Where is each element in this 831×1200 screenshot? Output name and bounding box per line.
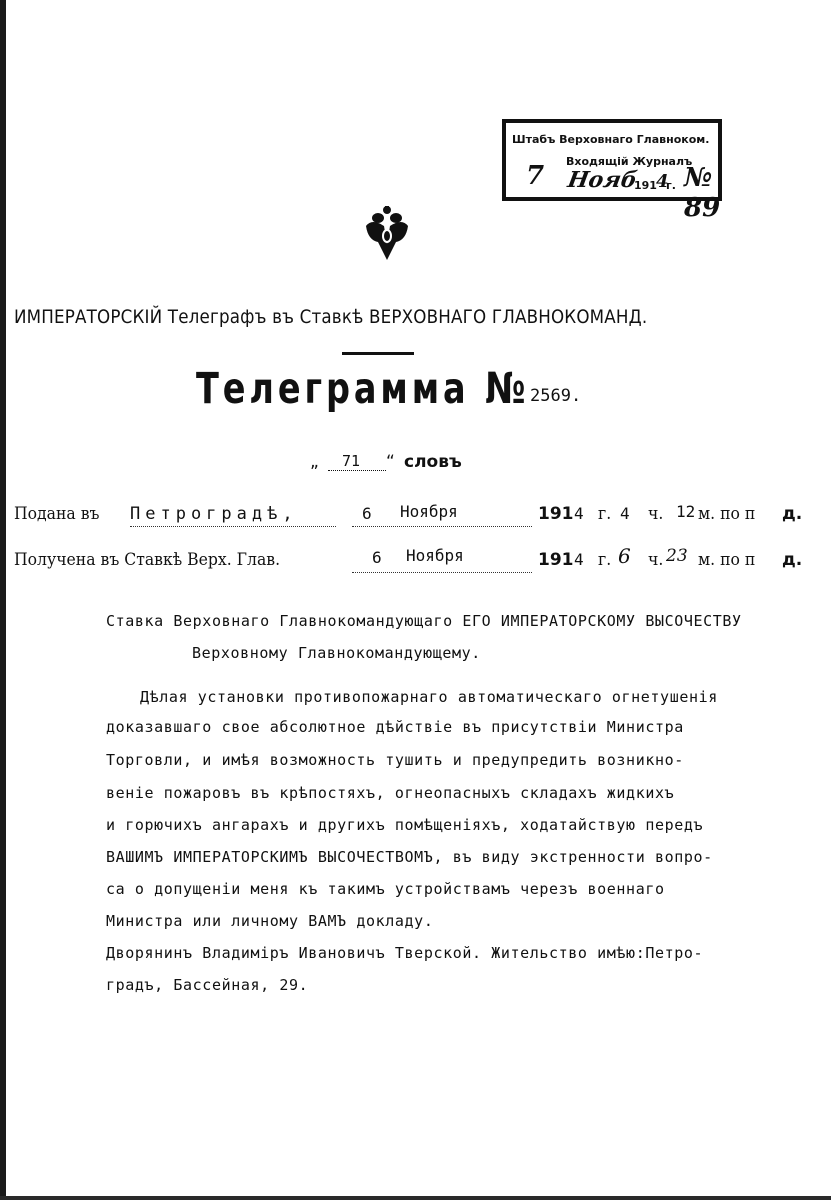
received-g-label: г. <box>598 550 612 570</box>
filed-m-label: м. по п <box>698 504 756 524</box>
filed-month: Ноября <box>400 502 458 521</box>
body-line-2: доказавшаго свое абсолютное дѣйствіе въ присутствіи Министра <box>106 718 684 736</box>
received-suffix: д. <box>782 550 803 570</box>
stamp-year-prefix: 191 <box>634 179 657 192</box>
filed-year-suffix: 4 <box>574 504 584 523</box>
stamp-line-2: Входящій Журналъ <box>566 155 693 168</box>
stamp-number: № 89 <box>684 163 721 223</box>
body-line-5: и горючихъ ангарахъ и другихъ помѣщеніяхъ, ходатайствую передъ <box>106 816 704 834</box>
body-line-6: ВАШИМЪ ИМПЕРАТОРСКИМЪ ВЫСОЧЕСТВОМЪ, въ виду экстренности вопро- <box>106 848 713 866</box>
filed-hour: 4 <box>620 504 630 523</box>
stamp-year-suffix: 4 <box>656 171 669 192</box>
received-month: Ноября <box>406 546 464 565</box>
body-line-3: Торговли, и имѣя возможность тушить и предупредить возникно- <box>106 751 684 769</box>
telegraph-header: ИМПЕРАТОРСКІЙ Телеграфъ въ Ставкѣ ВЕРХОВНАГО ГЛАВНОКОМАНД. <box>14 306 648 328</box>
filed-year-prefix: 191 <box>538 504 574 524</box>
received-h-label: ч. <box>648 550 664 570</box>
filed-suffix: д. <box>782 504 803 524</box>
body-line-4: веніе пожаровъ въ крѣпостяхъ, огнеопасныхъ складахъ жидкихъ <box>106 784 675 802</box>
address-line-2: Верховному Главнокомандующему. <box>192 644 481 662</box>
filed-h-label: ч. <box>648 504 664 524</box>
words-open-quote: „ <box>310 452 319 472</box>
received-year-prefix: 191 <box>538 550 574 570</box>
filed-minute: 12 <box>676 502 696 521</box>
received-m-label: м. по п <box>698 550 756 570</box>
filed-place: Петроградѣ, <box>130 504 298 524</box>
received-day: 6 <box>372 548 382 567</box>
body-line-10: градъ, Бассейная, 29. <box>106 976 309 994</box>
stamp-g: г. <box>666 179 676 192</box>
received-year-suffix: 4 <box>574 550 584 569</box>
received-hour: 6 <box>618 544 631 568</box>
received-label: Получена въ Ставкѣ Верх. Глав. <box>14 550 281 570</box>
filed-label: Подана въ <box>14 504 100 524</box>
words-count: 71 <box>342 452 361 470</box>
stamp-month: Нояб <box>565 167 640 193</box>
received-minute: 23 <box>666 546 688 566</box>
words-close-quote: “ <box>386 452 395 472</box>
body-line-8: Министра или личному ВАМЪ докладу. <box>106 912 434 930</box>
filed-g-label: г. <box>598 504 612 524</box>
words-label: словъ <box>404 452 462 472</box>
telegram-number: 2569. <box>530 386 582 406</box>
telegram-title: Телеграмма № <box>196 364 530 414</box>
stamp-day: 7 <box>526 161 545 191</box>
body-line-7: са о допущеніи меня къ такимъ устройствамъ черезъ военнаго <box>106 880 665 898</box>
body-line-9: Дворянинъ Владиміръ Ивановичъ Тверской. Жительство имѣю:Петро- <box>106 944 704 962</box>
address-line-1: Ставка Верховнаго Главнокомандующаго ЕГО ИМПЕРАТОРСКОМУ ВЫСОЧЕСТВУ <box>106 612 742 630</box>
stamp-line-1: Штабъ Верховнаго Главноком. <box>512 133 710 146</box>
body-line-1: Дѣлая установки противопожарнаго автоматическаго огнетушенія <box>140 688 718 706</box>
filed-day: 6 <box>362 504 372 523</box>
